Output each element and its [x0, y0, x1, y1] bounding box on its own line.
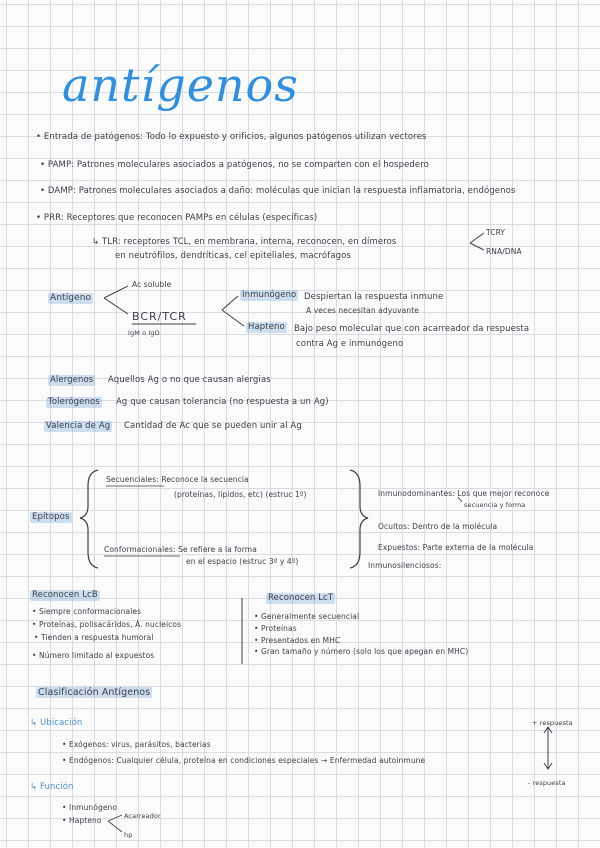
hapteno-label: Hapteno — [248, 322, 285, 332]
ocultos-line: Ocultos: Dentro de la molécula — [378, 522, 498, 531]
hapteno-hp: hp — [124, 831, 133, 839]
valencia-label: Valencia de Ag — [46, 421, 111, 431]
inmunogeno-text: Despiertan la respuesta inmune — [304, 292, 444, 302]
tlr-branch-1: TCRY — [486, 228, 506, 237]
conformacionales-line: Conformacionales: Se refiere a la forma — [104, 545, 257, 554]
tolerogenos-label: Tolerógenos — [48, 397, 100, 407]
tlr-line-2: en neutrófilos, dendríticas, cel epiteliales, macrófagos — [115, 251, 351, 261]
inmunodominantes-line: Inmunodominantes: Los que mejor reconoce — [378, 489, 550, 498]
lct-item-0: • Generalmente secuencial — [254, 612, 360, 621]
menos-respuesta: - respuesta — [528, 779, 566, 787]
tlr-line: ↳ TLR: receptores TCL, en membrana, interna, reconocen, en dímeros — [92, 237, 397, 247]
inmunogeno-text-2: A veces necesitan adyuvante — [306, 306, 419, 315]
conformacionales-line-2: en el espacio (estruc 3º y 4º) — [186, 557, 299, 566]
tlr-branch-2: RNA/DNA — [486, 247, 522, 256]
hapteno-text-2: contra Ag e inmunógeno — [296, 339, 404, 349]
bcr-tcr: BCR/TCR — [132, 310, 187, 323]
bcr-sub: IgM o IgD — [128, 329, 160, 337]
inmunosilenciosos-line: Inmunosilenciosos: — [368, 561, 442, 570]
ac-soluble: Ac soluble — [132, 280, 172, 289]
expuestos-line: Expuestos: Parte externa de la molécula — [378, 543, 534, 552]
epitopos-label: Epítopos — [32, 512, 70, 522]
damp-line: • DAMP: Patrones moleculares asociados a daño: moléculas que inician la respuesta inflamatoria, endógenos — [40, 186, 516, 196]
secuenciales-line: Secuenciales: Reconoce la secuencia — [106, 475, 249, 484]
alergenos-label: Alergenos — [50, 375, 94, 385]
inmunogeno-label: Inmunógeno — [242, 290, 297, 300]
secuenciales-line-2: (proteínas, lípidos, etc) (estruc 1º) — [174, 490, 307, 499]
mas-respuesta: + respuesta — [532, 719, 573, 727]
lcb-item-3: • Número limitado al expuestos — [32, 651, 155, 660]
tolerogenos-text: Ag que causan tolerancia (no respuesta a un Ag) — [116, 397, 329, 407]
lct-title: Reconocen LcT — [268, 593, 334, 603]
hapteno-acarreador: Acarreador — [124, 812, 161, 820]
inmunodominantes-line-2: secuencia y forma — [464, 501, 526, 509]
clasificacion-title: Clasificación Antígenos — [38, 687, 151, 698]
funcion-heading: ↳ Función — [30, 782, 74, 792]
antigeno-label: Antígeno — [50, 293, 92, 303]
alergenos-text: Aquellos Ag o no que causan alergias — [108, 375, 271, 385]
pamp-line: • PAMP: Patrones moleculares asociados a patógenos, no se comparten con el hospedero — [40, 160, 429, 170]
lcb-item-1: • Proteínas, polisacáridos, Á. nucleicos — [32, 620, 182, 629]
exogenos-line: • Exógenos: virus, parásitos, bacterias — [62, 740, 211, 749]
lcb-title: Reconocen LcB — [32, 590, 98, 600]
inmunogeno-item: • Inmunógeno — [62, 803, 118, 812]
valencia-text: Cantidad de Ac que se pueden unir al Ag — [124, 421, 302, 431]
lct-item-1: • Proteínas — [254, 624, 297, 633]
lct-item-2: • Presentados en MHC — [254, 636, 341, 645]
prr-line: • PRR: Receptores que reconocen PAMPs en células (específicas) — [36, 213, 318, 223]
lct-item-3: • Gran tamaño y número (solo los que apegan en MHC) — [254, 647, 469, 656]
entrada-line: • Entrada de patógenos: Todo lo expuesto y orificios, algunos patógenos utilizan vectores — [36, 132, 427, 142]
ubicacion-heading: ↳ Ubicación — [30, 718, 83, 728]
page-title: antígenos — [62, 58, 299, 112]
endogenos-line: • Endógenos: Cualquier célula, proteína en condiciones especiales → Enfermedad autoinmune — [62, 756, 426, 765]
lcb-item-0: • Siempre conformacionales — [32, 607, 142, 616]
lcb-item-2: • Tienden a respuesta humoral — [34, 633, 154, 642]
hapteno-item: • Hapteno — [62, 816, 102, 825]
hapteno-text: Bajo peso molecular que con acarreador da respuesta — [294, 324, 530, 334]
